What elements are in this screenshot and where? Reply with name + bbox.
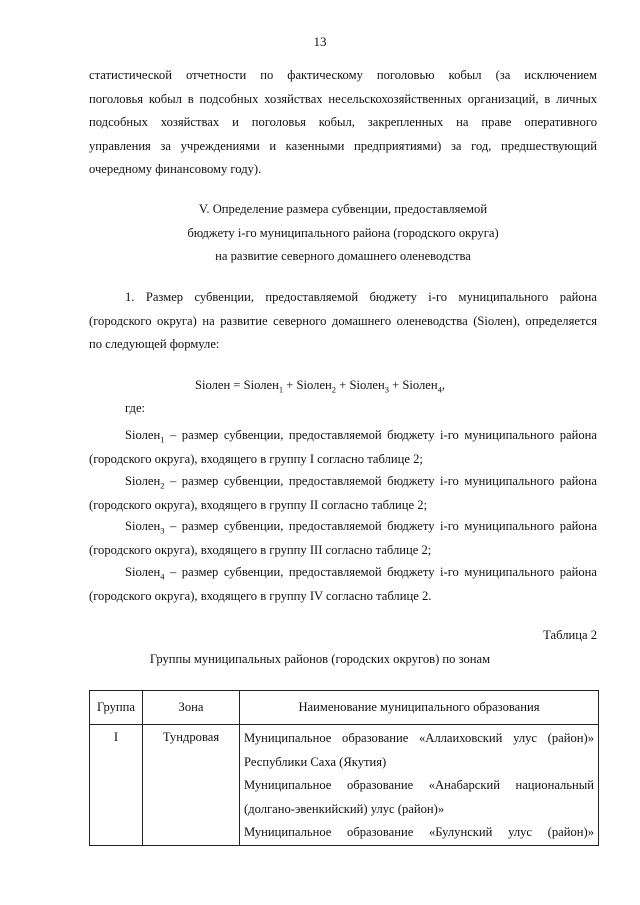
text-line: по следующей формуле: [89,337,220,351]
definition-text: – размер субвенции, предоставляемой бюджету i-го муниципального района [164,565,597,579]
cell-names [240,725,599,846]
where-label: где: [125,401,146,415]
header-zone: Зона [143,691,240,725]
formula-term-base: Siолен [402,378,438,392]
heading-line: V. Определение размера субвенции, предоставляемой [198,202,488,216]
text-line: статистической отчетности по фактическому поголовью кобыл (за исключением [89,68,597,82]
text-line [89,561,597,585]
table-title: Группы муниципальных районов (городских округов) по зонам [149,652,491,666]
formula-term-sub: 3 [384,384,389,395]
text-line: (городского округа), входящего в группу III согласно таблице 2; [89,542,432,557]
formula-lhs: Siолен = [194,378,244,392]
text-line: 1. Размер субвенции, предоставляемой бюджету i-го муниципального района [125,290,597,304]
formula-term-base: Siолен [296,378,332,392]
formula-term-base: Siолен [349,378,385,392]
table-label: Таблица 2 [543,628,597,642]
text-line: (городского округа), входящего в группу II согласно таблице 2; [89,497,428,512]
definition-symbol: Siолен [125,519,161,533]
header-group: Группа [90,691,143,725]
definition-symbol: Siолен [125,474,161,488]
text-line [89,424,597,448]
page-number: 13 [313,34,327,49]
formula-term-base: Siолен [243,378,279,392]
text-line: поголовья кобыл в подсобных хозяйствах несельскохозяйственных организаций, в личных [89,91,597,106]
header-name: Наименование муниципального образования [240,691,599,725]
intro-paragraph [89,64,597,182]
section-heading [89,198,597,269]
cell-group: I [90,725,143,846]
formula-term-sub: 2 [331,384,337,395]
definition-text: – размер субвенции, предоставляемой бюджету i-го муниципального района [164,519,597,533]
paragraph-1 [89,286,597,357]
cell-zone: Тундровая [143,725,240,846]
cell-line: Муниципальное образование «Анабарский национальный [244,778,594,792]
definition-3 [89,515,597,562]
heading-line: бюджету i-го муниципального района (городского округа) [187,225,499,240]
text-line: подсобных хозяйствах и поголовья кобыл, закрепленных на праве оперативного [89,115,597,129]
formula-sep: + [336,378,350,392]
cell-line: Муниципальное образование «Булунский улус (район)» [244,825,594,839]
definition-subscript: 1 [160,434,165,445]
text-line: (городского округа), входящего в группу IV согласно таблице 2. [89,588,432,603]
definition-text: – размер субвенции, предоставляемой бюджету i-го муниципального района [164,428,597,442]
text-line: управления за учреждениями и казенными предприятиями) за год, предшествующий [89,138,597,153]
definition-4 [89,561,597,608]
table-row [90,725,599,846]
definition-subscript: 4 [160,571,165,582]
definition-text: – размер субвенции, предоставляемой бюджету i-го муниципального района [164,474,597,488]
heading-line: на развитие северного домашнего оленеводства [215,249,471,263]
formula-sep: , [441,378,446,392]
formula-term-sub: 1 [278,384,284,395]
definition-1 [89,424,597,471]
cell-line: (долгано-эвенкийский) улус (район)» [244,801,445,816]
text-line: (городского округа), входящего в группу I согласно таблице 2; [89,451,423,466]
cell-line: Республики Саха (Якутия) [244,754,387,769]
definition-symbol: Siолен [125,428,161,442]
definition-subscript: 3 [160,525,165,536]
zones-table [89,690,599,846]
definition-2 [89,470,597,517]
formula [0,378,640,393]
formula-term-sub: 4 [437,384,442,395]
text-line: (городского округа) на развитие северного домашнего оленеводства (Siолен), определяется [89,313,597,328]
formula-sep: + [283,378,297,392]
definition-subscript: 2 [160,480,165,491]
text-line [89,515,597,539]
definition-symbol: Siолен [125,565,161,579]
table-header-row [90,691,599,725]
cell-line: Муниципальное образование «Аллаиховский улус (район)» [244,731,594,745]
text-line: очередному финансовому году). [89,162,262,176]
text-line [89,470,597,494]
formula-sep: + [388,378,403,392]
